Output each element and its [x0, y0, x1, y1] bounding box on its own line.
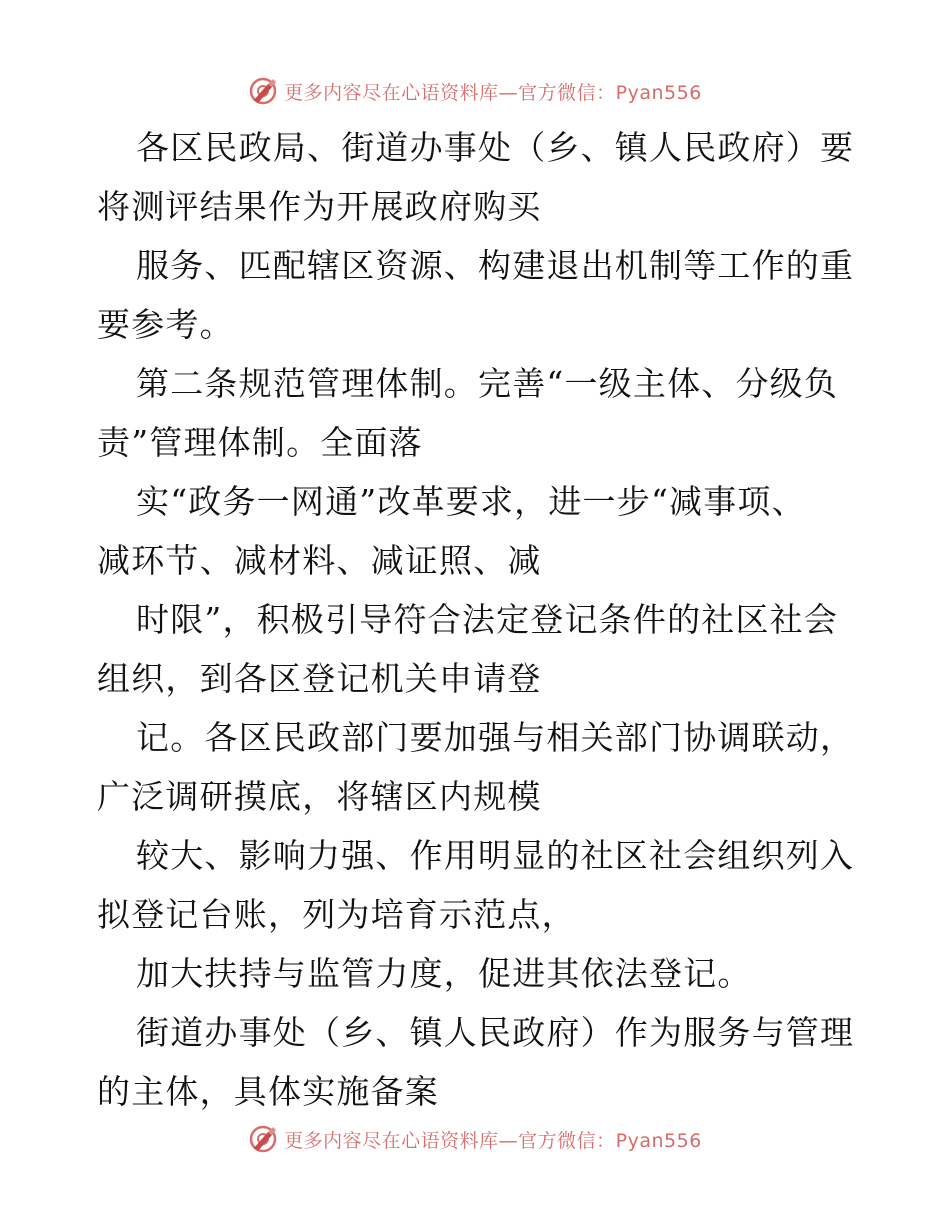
paragraph-line: 将测评结果作为开展政府购买: [97, 187, 542, 226]
paragraph-line: 第二条规范管理体制。完善“一级主体、分级负: [136, 364, 839, 403]
paragraph-2: [0, 236, 950, 354]
paragraph-line: 各区民政局、街道办事处（乡、镇人民政府）要: [136, 128, 855, 167]
paragraph-6: [0, 708, 950, 826]
paragraph-line: 拟登记台账，列为培育示范点，: [97, 895, 576, 934]
paragraph-9: [0, 1003, 950, 1121]
watermark-label: 更多内容尽在心语资料库—官方微信：: [284, 1129, 616, 1152]
paragraph-1: [0, 118, 950, 236]
watermark-text: [284, 1126, 702, 1153]
paragraph-line: 较大、影响力强、作用明显的社区社会组织列入: [136, 836, 855, 875]
paragraph-line: 组织，到各区登记机关申请登: [97, 659, 542, 698]
paragraph-3: [0, 354, 950, 472]
paragraph-line: 责”管理体制。全面落: [97, 423, 423, 462]
footer-watermark: [0, 1122, 950, 1156]
watermark-account: Pyan556: [615, 81, 702, 104]
document-body: [0, 118, 950, 1121]
paragraph-line: 减环节、减材料、减证照、减: [97, 541, 542, 580]
paragraph-7: [0, 826, 950, 944]
paragraph-8: [0, 944, 950, 1003]
pen-circle-logo-icon: [248, 1124, 278, 1154]
paragraph-line: 实“政务一网通”改革要求，进一步“减事项、: [136, 482, 806, 521]
paragraph-line: 广泛调研摸底，将辖区内规模: [97, 777, 542, 816]
watermark-label: 更多内容尽在心语资料库—官方微信：: [284, 81, 616, 104]
pen-circle-logo-icon: [248, 76, 278, 106]
paragraph-5: [0, 590, 950, 708]
paragraph-4: [0, 472, 950, 590]
paragraph-line: 记。各区民政部门要加强与相关部门协调联动，: [136, 718, 855, 757]
watermark-account: Pyan556: [615, 1129, 702, 1152]
watermark-text: [284, 78, 702, 105]
paragraph-line: 要参考。: [97, 305, 234, 344]
paragraph-line: 的主体，具体实施备案: [97, 1072, 439, 1111]
paragraph-line: 加大扶持与监管力度，促进其依法登记。: [136, 954, 752, 993]
header-watermark: [0, 74, 950, 108]
paragraph-line: 街道办事处（乡、镇人民政府）作为服务与管理: [136, 1013, 855, 1052]
paragraph-line: 时限”，积极引导符合法定登记条件的社区社会: [136, 600, 839, 639]
paragraph-line: 服务、匹配辖区资源、构建退出机制等工作的重: [136, 246, 855, 285]
